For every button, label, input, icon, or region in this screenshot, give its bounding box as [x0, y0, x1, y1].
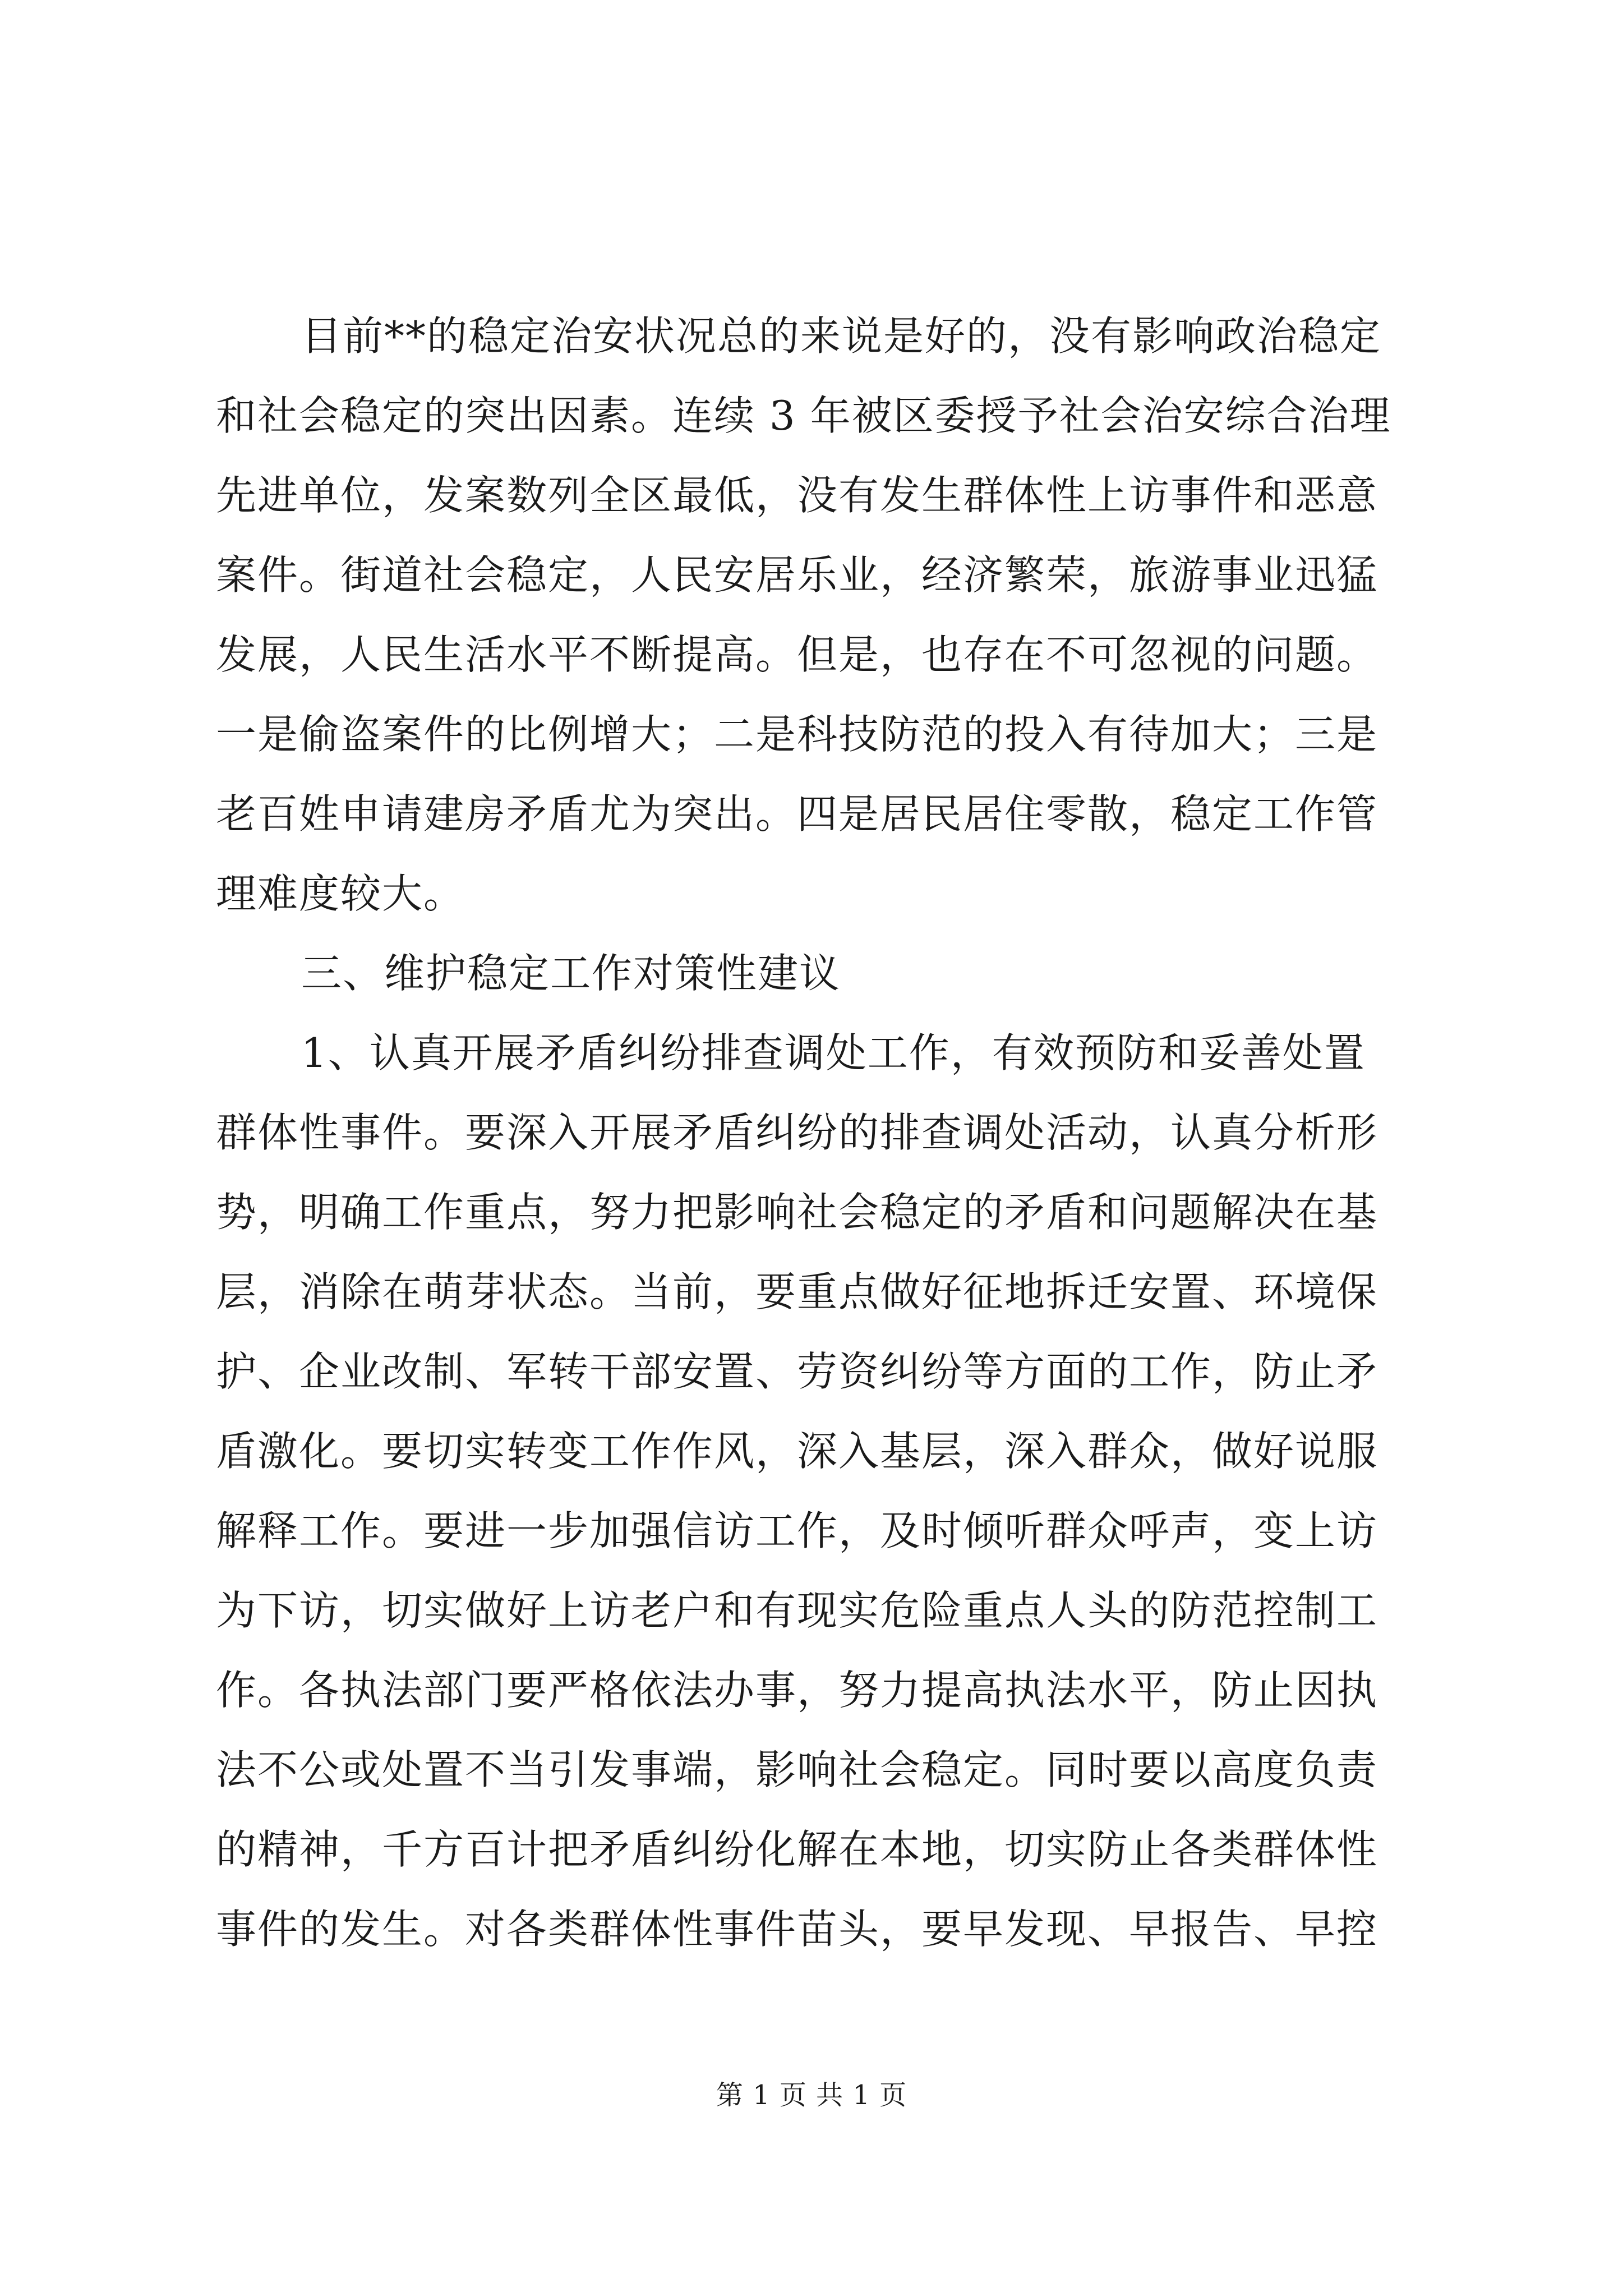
page-number-footer: 第 1 页 共 1 页	[716, 2079, 907, 2111]
paragraph-line: 的精神，千方百计把矛盾纠纷化解在本地，切实防止各类群体性	[216, 1826, 1378, 1873]
paragraph-line: 解释工作。要进一步加强信访工作，及时倾听群众呼声，变上访	[216, 1507, 1378, 1554]
paragraph-line: 为下访，切实做好上访老户和有现实危险重点人头的防范控制工	[216, 1587, 1378, 1634]
paragraph-line: 群体性事件。要深入开展矛盾纠纷的排查调处活动，认真分析形	[216, 1109, 1378, 1156]
paragraph-line: 势，明确工作重点，努力把影响社会稳定的矛盾和问题解决在基	[216, 1189, 1378, 1236]
paragraph-line: 护、企业改制、军转干部安置、劳资纠纷等方面的工作，防止矛	[216, 1348, 1378, 1395]
paragraph-line: 和社会稳定的突出因素。连续 3 年被区委授予社会治安综合治理	[216, 392, 1391, 439]
paragraph-line: 案件。街道社会稳定，人民安居乐业，经济繁荣，旅游事业迅猛	[216, 551, 1378, 599]
paragraph-line: 发展，人民生活水平不断提高。但是，也存在不可忽视的问题。	[216, 631, 1378, 678]
section-heading: 三、维护稳定工作对策性建议	[301, 950, 841, 997]
paragraph-line: 先进单位，发案数列全区最低，没有发生群体性上访事件和恶意	[216, 472, 1378, 519]
paragraph-line: 盾激化。要切实转变工作作风，深入基层，深入群众，做好说服	[216, 1428, 1378, 1475]
document-body	[216, 296, 1416, 1969]
paragraph-line: 一是偷盗案件的比例增大；二是科技防范的投入有待加大；三是	[216, 711, 1378, 758]
paragraph-line: 作。各执法部门要严格依法办事，努力提高执法水平，防止因执	[216, 1667, 1378, 1714]
paragraph-line: 理难度较大。	[216, 870, 465, 917]
paragraph-line: 老百姓申请建房矛盾尤为突出。四是居民居住零散，稳定工作管	[216, 790, 1378, 838]
paragraph-line: 1、认真开展矛盾纠纷排查调处工作，有效预防和妥善处置	[301, 1029, 1366, 1076]
paragraph-line: 事件的发生。对各类群体性事件苗头，要早发现、早报告、早控	[216, 1906, 1378, 1953]
paragraph-line: 目前**的稳定治安状况总的来说是好的，没有影响政治稳定	[301, 312, 1382, 360]
paragraph-line: 法不公或处置不当引发事端，影响社会稳定。同时要以高度负责	[216, 1746, 1378, 1793]
paragraph-line: 层，消除在萌芽状态。当前，要重点做好征地拆迁安置、环境保	[216, 1268, 1378, 1315]
